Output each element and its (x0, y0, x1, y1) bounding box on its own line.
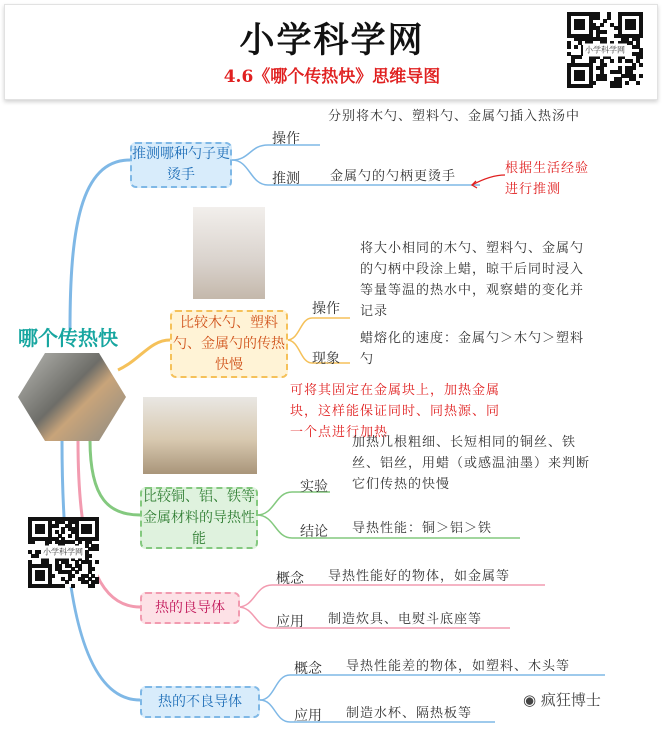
branch-metal-conclusion-text: 导热性能：铜＞铝＞铁 (352, 521, 493, 536)
qr-module (81, 524, 85, 528)
branch-good-concept-label: 概念 (276, 571, 304, 587)
spoons-in-hot-water-photo (193, 207, 265, 299)
qr-module (35, 570, 39, 574)
connector-b2 (118, 340, 170, 370)
watermark-text: 疯狂博士 (540, 691, 601, 709)
branch-poor-concept-label: 概念 (294, 661, 322, 677)
branch-spoon-operation-text: 将大小相同的木勺、塑料勺、金属勺的勺柄中段涂上蜡，晾干后同时浸入等量等温的热水中，观察蜡的变化并记录 (360, 241, 585, 319)
branch-poor-concept-text: 导热性能差的物体，如塑料、木头等 (346, 659, 571, 674)
branch-poor-conductor-node: 热的不良导体 (140, 686, 260, 718)
qr-module (61, 577, 65, 581)
branch-guess-prediction-text: 金属勺的勺柄更烫手 (330, 169, 457, 184)
branch-poor-application-text: 制造水杯、隔热板等 (346, 706, 473, 721)
branch-metal-note: 可将其固定在金属块上，加热金属块，这样能保证同时、同热源、同一个点进行加热 (290, 383, 501, 440)
qr-code-label: 小学科学网 (585, 45, 625, 55)
children-experiment-photo (143, 397, 257, 474)
qr-module (55, 530, 59, 534)
site-title: 小学科学网 (239, 21, 425, 61)
mindmap-subtitle: 4.6《哪个传热快》思维导图 (223, 67, 441, 87)
branch-spoon-phenomenon-label: 现象 (312, 351, 340, 367)
branch-guess-operation-text: 分别将木勺、塑料勺、金属勺插入热汤中 (328, 109, 581, 124)
branch-good-application-text: 制造炊具、电熨斗底座等 (328, 612, 483, 627)
connector-b1 (70, 160, 130, 330)
qr-code-label: 小学科学网 (43, 547, 83, 557)
qr-module (81, 574, 85, 578)
central-topic: 哪个传热快 (18, 326, 118, 350)
qr-module (35, 550, 39, 554)
connector-b3 (90, 440, 140, 515)
branch-poor-application-label: 应用 (294, 708, 322, 724)
qr-module (95, 560, 99, 564)
wechat-icon: ◉ (523, 691, 537, 709)
branch-metal-experiment-text: 加热几根粗细、长短相同的铜丝、铁丝、铝丝，用蜡（或感温油墨）来判断它们传热的快慢 (352, 435, 591, 492)
branch-good-conductor-node: 热的良导体 (140, 592, 240, 624)
branch-spoon-heat-node: 比较木勺、塑料勺、金属勺的传热快慢 (170, 310, 288, 378)
branch-guess-spoon-node: 推测哪种勺子更烫手 (130, 142, 232, 188)
branch-metal-conclusion-label: 结论 (300, 524, 328, 540)
branch-guess-operation-label: 操作 (272, 131, 300, 147)
branch-guess-note: 根据生活经验进行推测 (505, 161, 590, 197)
branch-good-concept-text: 导热性能好的物体，如金属等 (328, 569, 511, 584)
branch-spoon-operation-label: 操作 (312, 301, 340, 317)
wechat-watermark (523, 689, 601, 710)
qr-module (71, 584, 75, 588)
qr-module (28, 550, 32, 554)
branch-spoon-phenomenon-text: 蜡熔化的速度：金属勺＞木勺＞塑料勺 (360, 331, 585, 367)
qr-module (28, 560, 32, 564)
qr-code-left[interactable] (28, 517, 98, 587)
branch-good-application-label: 应用 (276, 614, 304, 630)
qr-module (28, 517, 32, 521)
branch-guess-prediction-label: 推测 (272, 171, 300, 187)
branch-metal-experiment-label: 实验 (300, 479, 328, 495)
branch-metal-conductivity-node: 比较铜、铝、铁等金属材料的导热性能 (140, 487, 258, 549)
qr-module (35, 524, 39, 528)
